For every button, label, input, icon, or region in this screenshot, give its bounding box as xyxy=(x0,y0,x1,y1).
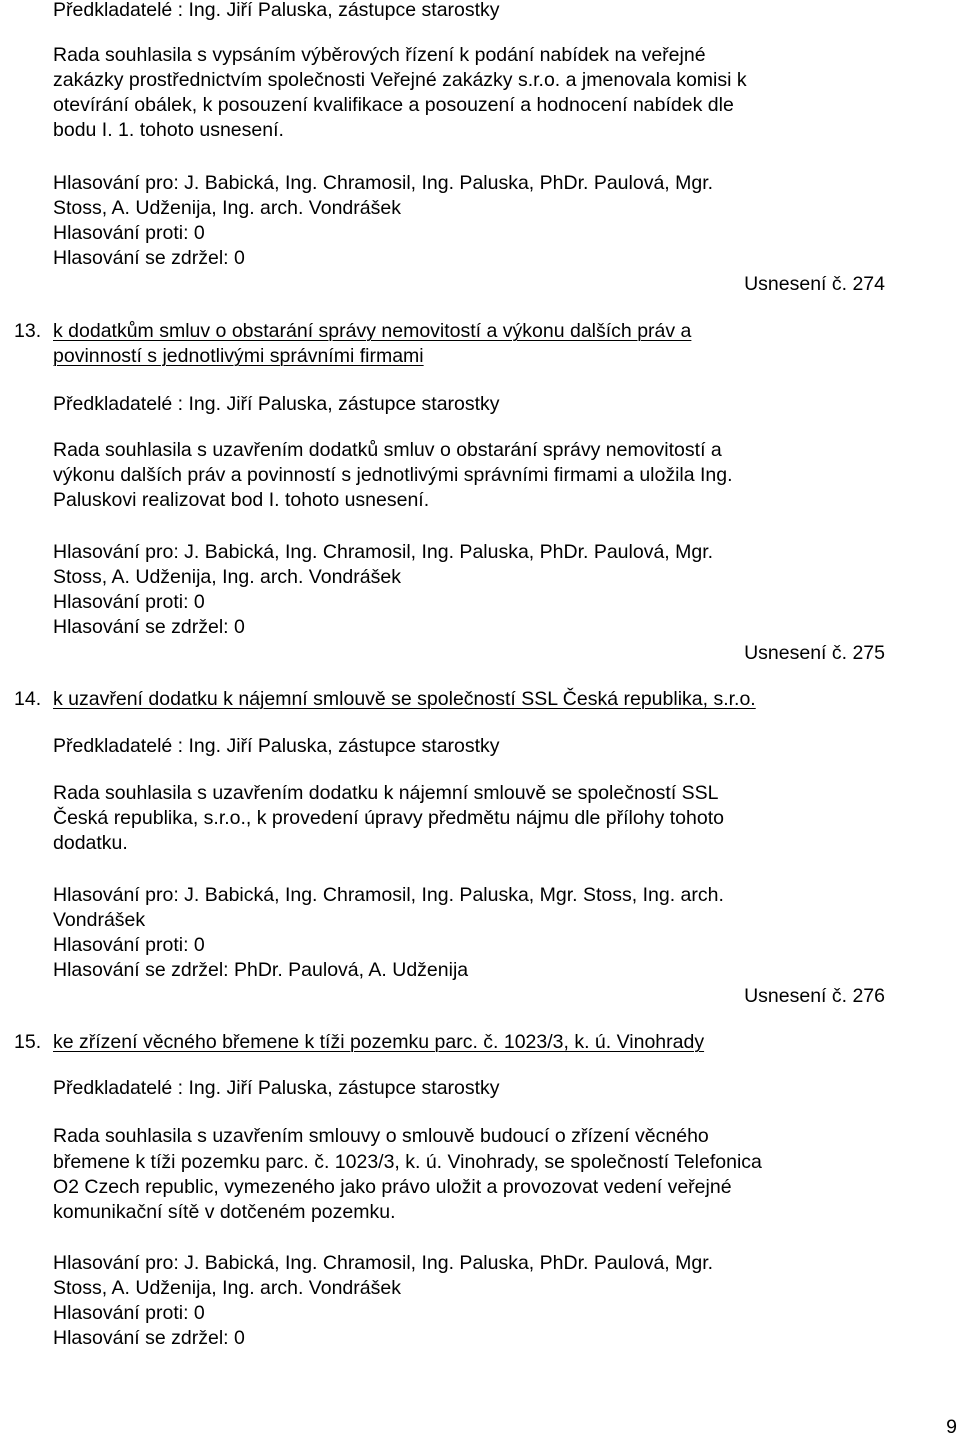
resolution-text-line: O2 Czech republic, vymezeného jako právo uložit a provozovat vedení veřejné xyxy=(53,1176,732,1198)
vote-line: Hlasování se zdržel: 0 xyxy=(53,1327,245,1349)
proposer-line: Předkladatelé : Ing. Jiří Paluska, zástupce starostky xyxy=(53,735,500,757)
vote-line: Hlasování se zdržel: 0 xyxy=(53,616,245,638)
vote-line: Hlasování proti: 0 xyxy=(53,934,205,956)
resolution-text-line: komunikační sítě v dotčeném pozemku. xyxy=(53,1201,396,1223)
item-title: k dodatkům smluv o obstarání správy nemovitostí a výkonu dalších práv a xyxy=(53,320,692,342)
vote-line: Stoss, A. Udženija, Ing. arch. Vondrášek xyxy=(53,197,401,219)
vote-line: Stoss, A. Udženija, Ing. arch. Vondrášek xyxy=(53,566,401,588)
vote-line: Hlasování pro: J. Babická, Ing. Chramosil, Ing. Paluska, PhDr. Paulová, Mgr. xyxy=(53,541,714,563)
item-title: k uzavření dodatku k nájemní smlouvě se společností SSL Česká republika, s.r.o. xyxy=(53,688,756,710)
item-number: 15. xyxy=(14,1031,42,1053)
resolution-text-line: břemene k tíži pozemku parc. č. 1023/3, k. ú. Vinohrady, se společností Telefonica xyxy=(53,1151,762,1173)
vote-line: Stoss, A. Udženija, Ing. arch. Vondrášek xyxy=(53,1277,401,1299)
resolution-number: Usnesení č. 276 xyxy=(744,985,885,1007)
resolution-text-line: zakázky prostřednictvím společnosti Veřejné zakázky s.r.o. a jmenovala komisi k xyxy=(53,69,747,91)
vote-line: Hlasování pro: J. Babická, Ing. Chramosil, Ing. Paluska, PhDr. Paulová, Mgr. xyxy=(53,172,714,194)
resolution-text-line: dodatku. xyxy=(53,832,128,854)
resolution-text-line: otevírání obálek, k posouzení kvalifikace a posouzení a hodnocení nabídek dle xyxy=(53,94,734,116)
proposer-line: Předkladatelé : Ing. Jiří Paluska, zástupce starostky xyxy=(53,0,500,21)
resolution-number: Usnesení č. 274 xyxy=(744,273,885,295)
proposer-line: Předkladatelé : Ing. Jiří Paluska, zástupce starostky xyxy=(53,1077,500,1099)
item-number: 13. xyxy=(14,320,42,342)
vote-line: Hlasování pro: J. Babická, Ing. Chramosil, Ing. Paluska, Mgr. Stoss, Ing. arch. xyxy=(53,884,724,906)
vote-line: Hlasování proti: 0 xyxy=(53,1302,205,1324)
vote-line: Hlasování se zdržel: PhDr. Paulová, A. Udženija xyxy=(53,959,469,981)
resolution-text-line: Rada souhlasila s uzavřením smlouvy o smlouvě budoucí o zřízení věcného xyxy=(53,1125,709,1147)
page-number: 9 xyxy=(946,1416,957,1438)
resolution-text-line: Rada souhlasila s uzavřením dodatku k nájemní smlouvě se společností SSL xyxy=(53,782,719,804)
vote-line: Vondrášek xyxy=(53,909,146,931)
resolution-text-line: výkonu dalších práv a povinností s jednotlivými správními firmami a uložila Ing. xyxy=(53,464,733,486)
vote-line: Hlasování se zdržel: 0 xyxy=(53,247,245,269)
vote-line: Hlasování proti: 0 xyxy=(53,222,205,244)
vote-line: Hlasování proti: 0 xyxy=(53,591,205,613)
item-title: povinností s jednotlivými správními firmami xyxy=(53,345,424,367)
item-title: ke zřízení věcného břemene k tíži pozemku parc. č. 1023/3, k. ú. Vinohrady xyxy=(53,1031,705,1053)
resolution-text-line: Rada souhlasila s vypsáním výběrových řízení k podání nabídek na veřejné xyxy=(53,44,706,66)
vote-line: Hlasování pro: J. Babická, Ing. Chramosil, Ing. Paluska, PhDr. Paulová, Mgr. xyxy=(53,1252,714,1274)
resolution-text-line: bodu I. 1. tohoto usnesení. xyxy=(53,119,284,141)
resolution-text-line: Česká republika, s.r.o., k provedení úpravy předmětu nájmu dle přílohy tohoto xyxy=(53,807,724,829)
proposer-line: Předkladatelé : Ing. Jiří Paluska, zástupce starostky xyxy=(53,393,500,415)
resolution-number: Usnesení č. 275 xyxy=(744,642,885,664)
resolution-text-line: Rada souhlasila s uzavřením dodatků smluv o obstarání správy nemovitostí a xyxy=(53,439,722,461)
resolution-text-line: Paluskovi realizovat bod I. tohoto usnesení. xyxy=(53,489,430,511)
item-number: 14. xyxy=(14,688,42,710)
